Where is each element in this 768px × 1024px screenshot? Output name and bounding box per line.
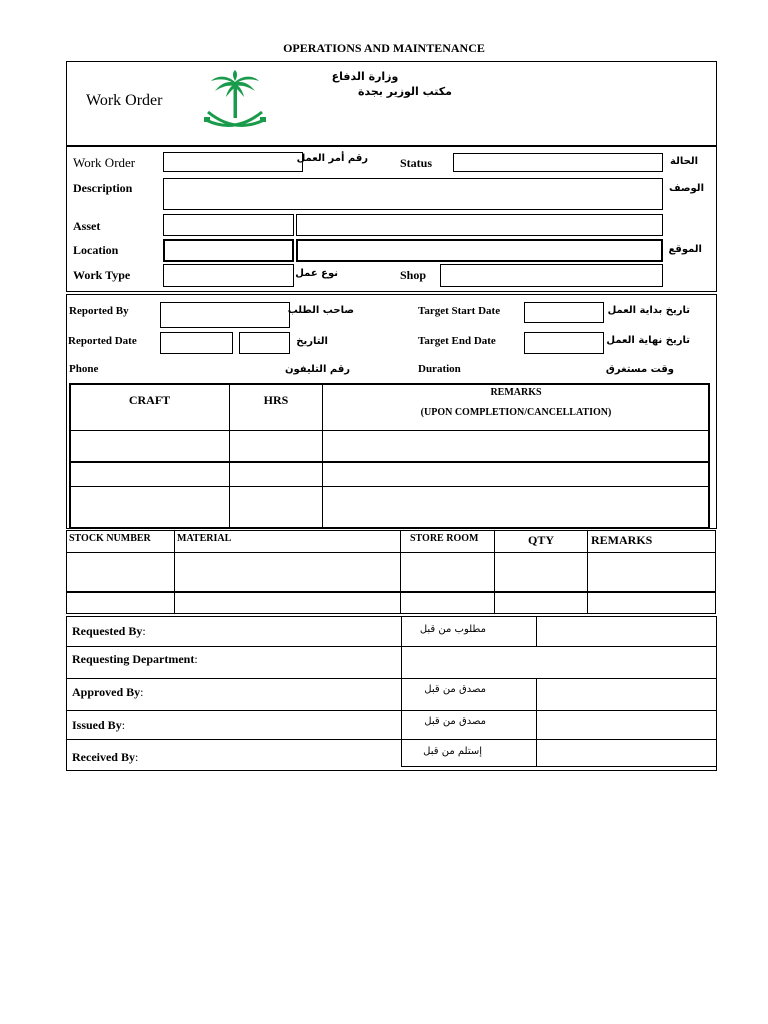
status-label: Status <box>400 156 433 170</box>
work-type-label: Work Type <box>73 268 131 282</box>
remarks-subheader: (UPON COMPLETION/CANCELLATION) <box>420 407 612 418</box>
shop-field[interactable] <box>440 264 663 287</box>
office-name-ar: مكتب الوزير بجدة <box>357 85 452 98</box>
reported-date-field[interactable] <box>160 332 233 354</box>
asset-label: Asset <box>73 219 101 233</box>
location-name-field[interactable] <box>296 239 663 262</box>
reported-by-label: Reported By <box>69 305 129 317</box>
phone-label: Phone <box>69 363 99 375</box>
location-label: Location <box>73 243 119 257</box>
remarks-col-header: REMARKS <box>591 533 653 547</box>
requested-by-label: Requested By: <box>72 624 146 638</box>
reported-by-field[interactable] <box>160 302 290 328</box>
remarks-header: REMARKS <box>490 387 542 398</box>
issued-by-label: Issued By: <box>72 718 126 732</box>
material-header: MATERIAL <box>177 533 232 544</box>
target-end-label: Target End Date <box>418 335 496 347</box>
phone-ar: رقم التليفون <box>284 364 350 375</box>
craft-header: CRAFT <box>128 393 171 407</box>
top-title: OPERATIONS AND MAINTENANCE <box>283 41 485 55</box>
approved-by-ar: مصدق من قبل <box>424 684 486 695</box>
target-end-ar: تاريخ نهاية العمل <box>606 335 690 346</box>
reported-date-label: Reported Date <box>68 335 137 347</box>
requested-by-ar: مطلوب من قبل <box>419 624 486 635</box>
asset-name-field[interactable] <box>296 214 663 236</box>
hrs-header: HRS <box>263 393 289 407</box>
signature-table <box>66 616 717 771</box>
duration-ar: وقت مستغرق <box>605 364 674 375</box>
qty-header: QTY <box>527 533 554 547</box>
work-order-label: Work Order <box>73 155 136 170</box>
ministry-name-ar: وزارة الدفاع <box>331 70 399 83</box>
saudi-emblem-icon <box>200 68 272 140</box>
status-ar: الحالة <box>670 156 698 167</box>
work-order-field[interactable] <box>163 152 303 172</box>
target-start-field[interactable] <box>524 302 604 323</box>
description-field[interactable] <box>163 178 663 210</box>
work-type-field[interactable] <box>163 264 294 287</box>
target-start-label: Target Start Date <box>418 305 501 317</box>
approved-by-label: Approved By: <box>72 685 144 699</box>
work-order-ar: رقم أمر العمل <box>296 153 368 164</box>
target-start-ar: تاريخ بداية العمل <box>607 305 690 316</box>
description-label: Description <box>73 181 133 195</box>
shop-label: Shop <box>400 268 427 282</box>
received-by-label: Received By: <box>72 750 139 764</box>
location-code-field[interactable] <box>163 239 294 262</box>
reported-time-field[interactable] <box>239 332 290 354</box>
issued-by-ar: مصدق من قبل <box>424 716 486 727</box>
reported-by-ar: صاحب الطلب <box>287 305 354 316</box>
target-end-field[interactable] <box>524 332 604 354</box>
store-room-header: STORE ROOM <box>410 533 479 544</box>
asset-code-field[interactable] <box>163 214 294 236</box>
received-by-ar: إستلم من قبل <box>423 746 482 757</box>
status-field[interactable] <box>453 153 663 172</box>
work-type-ar: نوع عمل <box>295 268 338 279</box>
location-ar: الموقع <box>668 244 702 255</box>
description-ar: الوصف <box>668 183 704 194</box>
duration-label: Duration <box>418 363 461 375</box>
form-title: Work Order <box>86 92 163 109</box>
requesting-department-label: Requesting Department: <box>72 652 198 666</box>
stock-number-header: STOCK NUMBER <box>69 533 151 544</box>
reported-date-ar: التاريخ <box>296 336 328 347</box>
